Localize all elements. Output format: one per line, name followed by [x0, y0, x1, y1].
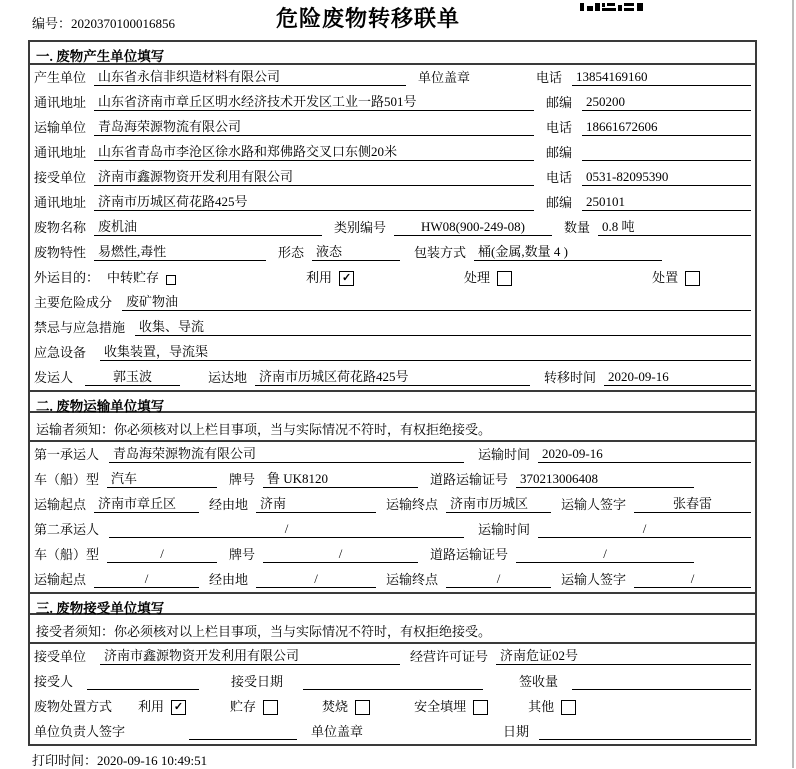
vehicle-type-label-2: 车（船）型 [34, 547, 100, 562]
disposal-incinerate-label: 焚烧 [322, 699, 349, 714]
second-carrier-label: 第二承运人 [34, 522, 100, 537]
via-value-2: / [256, 571, 376, 588]
transporter-notice: 运输者须知：你必须核对以上栏目事项，当与实际情况不符时，有权拒绝接受。 [30, 413, 755, 442]
disposal-method-label: 废物处置方式 [34, 699, 113, 714]
hazard-component-value: 废矿物油 [122, 291, 751, 311]
checkbox-utilize[interactable]: ✓ [339, 271, 354, 286]
disposal-method-row [30, 694, 755, 719]
phone-label-3: 电话 [546, 170, 573, 185]
receiver-unit-label: 接受单位 [34, 170, 87, 185]
address-label-3: 通讯地址 [34, 195, 87, 210]
second-carrier-value: / [109, 521, 464, 538]
phone-label-1: 电话 [536, 70, 563, 85]
first-carrier-value: 青岛海荣源物流有限公司 [109, 443, 464, 463]
via-label-1: 经由地 [209, 497, 249, 512]
disposal-landfill-label: 安全填埋 [414, 699, 467, 714]
purpose-option-transfer-storage [107, 267, 176, 286]
disposal-store-label: 贮存 [230, 699, 257, 714]
date-value [539, 739, 751, 740]
vehicle-type-row-2 [30, 542, 755, 567]
recipient-row [30, 669, 755, 694]
taboo-measures-label: 禁忌与应急措施 [34, 320, 126, 335]
transfer-form-table [28, 40, 757, 746]
disposal-utilize-label: 利用 [138, 699, 165, 714]
transport-unit-value: 青岛海荣源物流有限公司 [94, 116, 534, 136]
origin-label-2: 运输起点 [34, 572, 87, 587]
purpose-option-utilize [306, 267, 354, 286]
serial-label: 编号： [32, 16, 72, 31]
recipient-label: 接受人 [34, 674, 74, 689]
taboo-measures-row [30, 315, 755, 340]
form-state-label: 形态 [278, 245, 305, 260]
disposal-option-incinerate [322, 696, 370, 715]
disposal-other-label: 其他 [528, 699, 555, 714]
unit-seal-label-2: 单位盖章 [311, 724, 364, 739]
packing-label: 包装方式 [414, 245, 467, 260]
quantity-label: 数量 [564, 220, 591, 235]
vehicle-type-label-1: 车（船）型 [34, 472, 100, 487]
transport-time-label-1: 运输时间 [478, 447, 531, 462]
checkbox-dispose[interactable] [685, 271, 700, 286]
section-1-header: 一. 废物产生单位填写 [30, 42, 755, 65]
accept-unit-label: 接受单位 [34, 649, 87, 664]
transport-time-value-2: / [538, 521, 751, 538]
vehicle-type-row-1 [30, 467, 755, 492]
page-header [0, 0, 796, 40]
receiver-address-row [30, 190, 755, 215]
receiver-unit-row [30, 165, 755, 190]
section-3-header: 三. 废物接受单位填写 [30, 592, 755, 615]
destination-label: 运达地 [208, 370, 248, 385]
zip-value-2 [582, 160, 751, 161]
phone-value-3: 0531-82095390 [582, 169, 751, 186]
checkbox-disposal-other[interactable] [561, 700, 576, 715]
first-carrier-label: 第一承运人 [34, 447, 100, 462]
accept-date-value [303, 689, 483, 690]
hazard-component-label: 主要危险成分 [34, 295, 113, 310]
received-amount-value [572, 689, 751, 690]
checkbox-treat[interactable] [497, 271, 512, 286]
origin-label-1: 运输起点 [34, 497, 87, 512]
producer-unit-row [30, 65, 755, 90]
route-row-1 [30, 492, 755, 517]
transport-unit-label: 运输单位 [34, 120, 87, 135]
consignor-value: 郭玉波 [85, 366, 180, 386]
destination-value: 济南市历城区荷花路425号 [255, 366, 530, 386]
purpose-option-treat [464, 267, 512, 286]
origin-value-2: / [94, 571, 199, 588]
disposal-option-landfill [414, 696, 488, 715]
permit-number-label: 经营许可证号 [410, 649, 489, 664]
road-license-value-1: 370213006408 [516, 471, 694, 488]
plate-number-value-1: 鲁 UK8120 [263, 468, 418, 488]
transport-unit-row [30, 115, 755, 140]
consignor-label: 发运人 [34, 370, 74, 385]
print-time [32, 750, 207, 769]
purpose-treat-label: 处理 [464, 270, 491, 285]
waste-name-value: 废机油 [94, 216, 322, 236]
origin-value-1: 济南市章丘区 [94, 493, 199, 513]
disposal-option-store [230, 696, 278, 715]
accept-date-label: 接受日期 [231, 674, 284, 689]
zip-label-1: 邮编 [546, 95, 573, 110]
purpose-dispose-label: 处置 [652, 270, 679, 285]
disposal-option-other [528, 696, 576, 715]
responsible-signature-value [189, 739, 297, 740]
permit-number-value: 济南危证02号 [496, 645, 751, 665]
unit-seal-label: 单位盖章 [418, 70, 471, 85]
carrier-signature-label-1: 运输人签字 [561, 497, 627, 512]
endpoint-value-1: 济南市历城区 [446, 493, 551, 513]
plate-number-label-2: 牌号 [229, 547, 256, 562]
carrier-signature-value-2: / [634, 571, 751, 588]
transfer-time-label: 转移时间 [544, 370, 597, 385]
endpoint-label-1: 运输终点 [386, 497, 439, 512]
address-value-1: 山东省济南市章丘区明水经济技术开发区工业一路501号 [94, 91, 534, 111]
checkbox-disposal-store[interactable] [263, 700, 278, 715]
qr-code-fragment [580, 0, 652, 9]
transport-time-value-1: 2020-09-16 [538, 446, 751, 463]
emergency-equipment-row [30, 340, 755, 365]
accept-unit-value: 济南市鑫源物资开发利用有限公司 [100, 645, 400, 665]
carrier-signature-label-2: 运输人签字 [561, 572, 627, 587]
address-value-3: 济南市历城区荷花路425号 [94, 191, 534, 211]
address-label-1: 通讯地址 [34, 95, 87, 110]
second-carrier-row [30, 517, 755, 542]
receiver-notice: 接受者须知：你必须核对以上栏目事项，当与实际情况不符时，有权拒绝接受。 [30, 615, 755, 644]
category-code-label: 类别编号 [334, 220, 387, 235]
window-right-edge [792, 0, 794, 768]
purpose-option-dispose [652, 267, 700, 286]
via-value-1: 济南 [256, 493, 376, 513]
emergency-equipment-label: 应急设备 [34, 345, 87, 360]
transfer-purpose-label: 外运目的： [34, 270, 100, 285]
waste-name-label: 废物名称 [34, 220, 87, 235]
transfer-time-value: 2020-09-16 [604, 369, 751, 386]
form-state-value: 液态 [312, 241, 400, 261]
road-license-value-2: / [516, 546, 694, 563]
responsible-signature-row [30, 719, 755, 744]
transport-address-row [30, 140, 755, 165]
checkbox-disposal-incinerate[interactable] [355, 700, 370, 715]
accept-unit-row [30, 644, 755, 669]
vehicle-type-value-2: / [107, 546, 217, 563]
via-label-2: 经由地 [209, 572, 249, 587]
carrier-signature-value-1: 张春雷 [634, 493, 751, 513]
checkbox-transfer-storage[interactable] [166, 275, 176, 285]
category-code-value: HW08(900-249-08) [394, 219, 552, 236]
plate-number-label-1: 牌号 [229, 472, 256, 487]
consignor-row [30, 365, 755, 390]
vehicle-type-value-1: 汽车 [107, 468, 217, 488]
endpoint-value-2: / [446, 571, 551, 588]
emergency-equipment-value: 收集装置，导流渠 [100, 341, 751, 361]
receiver-unit-value: 济南市鑫源物资开发利用有限公司 [94, 166, 534, 186]
route-row-2 [30, 567, 755, 592]
zip-value-1: 250200 [582, 94, 751, 111]
section-2-header: 二. 废物运输单位填写 [30, 390, 755, 413]
waste-character-row [30, 240, 755, 265]
serial-value: 2020370100016856 [71, 16, 176, 31]
road-license-label-1: 道路运输证号 [430, 472, 509, 487]
packing-value: 桶(金属,数量 4 ) [474, 241, 662, 261]
transport-time-label-2: 运输时间 [478, 522, 531, 537]
zip-label-2: 邮编 [546, 145, 573, 160]
endpoint-label-2: 运输终点 [386, 572, 439, 587]
waste-name-row [30, 215, 755, 240]
address-label-2: 通讯地址 [34, 145, 87, 160]
producer-address-row [30, 90, 755, 115]
road-license-label-2: 道路运输证号 [430, 547, 509, 562]
phone-label-2: 电话 [546, 120, 573, 135]
form-title: 危险废物转移联单 [275, 6, 460, 31]
responsible-signature-label: 单位负责人签字 [34, 724, 126, 739]
quantity-value: 0.8 吨 [598, 216, 751, 236]
checkbox-disposal-utilize[interactable]: ✓ [171, 700, 186, 715]
producer-unit-value: 山东省永信非织造材料有限公司 [94, 66, 406, 86]
waste-character-label: 废物特性 [34, 245, 87, 260]
purpose-utilize-label: 利用 [306, 270, 333, 285]
purpose-transfer-storage-label: 中转贮存 [107, 270, 160, 285]
transfer-purpose-row [30, 265, 755, 290]
hazard-component-row [30, 290, 755, 315]
phone-value-2: 18661672606 [582, 119, 751, 136]
disposal-option-utilize [138, 696, 186, 715]
print-time-value: 2020-09-16 10:49:51 [97, 753, 208, 768]
zip-label-3: 邮编 [546, 195, 573, 210]
taboo-measures-value: 收集、导流 [135, 316, 751, 336]
received-amount-label: 签收量 [519, 674, 559, 689]
phone-value-1: 13854169160 [572, 69, 751, 86]
waste-character-value: 易燃性,毒性 [94, 241, 266, 261]
recipient-value [87, 689, 199, 690]
date-label: 日期 [503, 724, 530, 739]
checkbox-disposal-landfill[interactable] [473, 700, 488, 715]
print-time-label: 打印时间： [32, 753, 98, 768]
plate-number-value-2: / [263, 546, 418, 563]
producer-unit-label: 产生单位 [34, 70, 87, 85]
zip-value-3: 250101 [582, 194, 751, 211]
first-carrier-row [30, 442, 755, 467]
address-value-2: 山东省青岛市李沧区徐水路和郑佛路交叉口东侧20米 [94, 141, 534, 161]
